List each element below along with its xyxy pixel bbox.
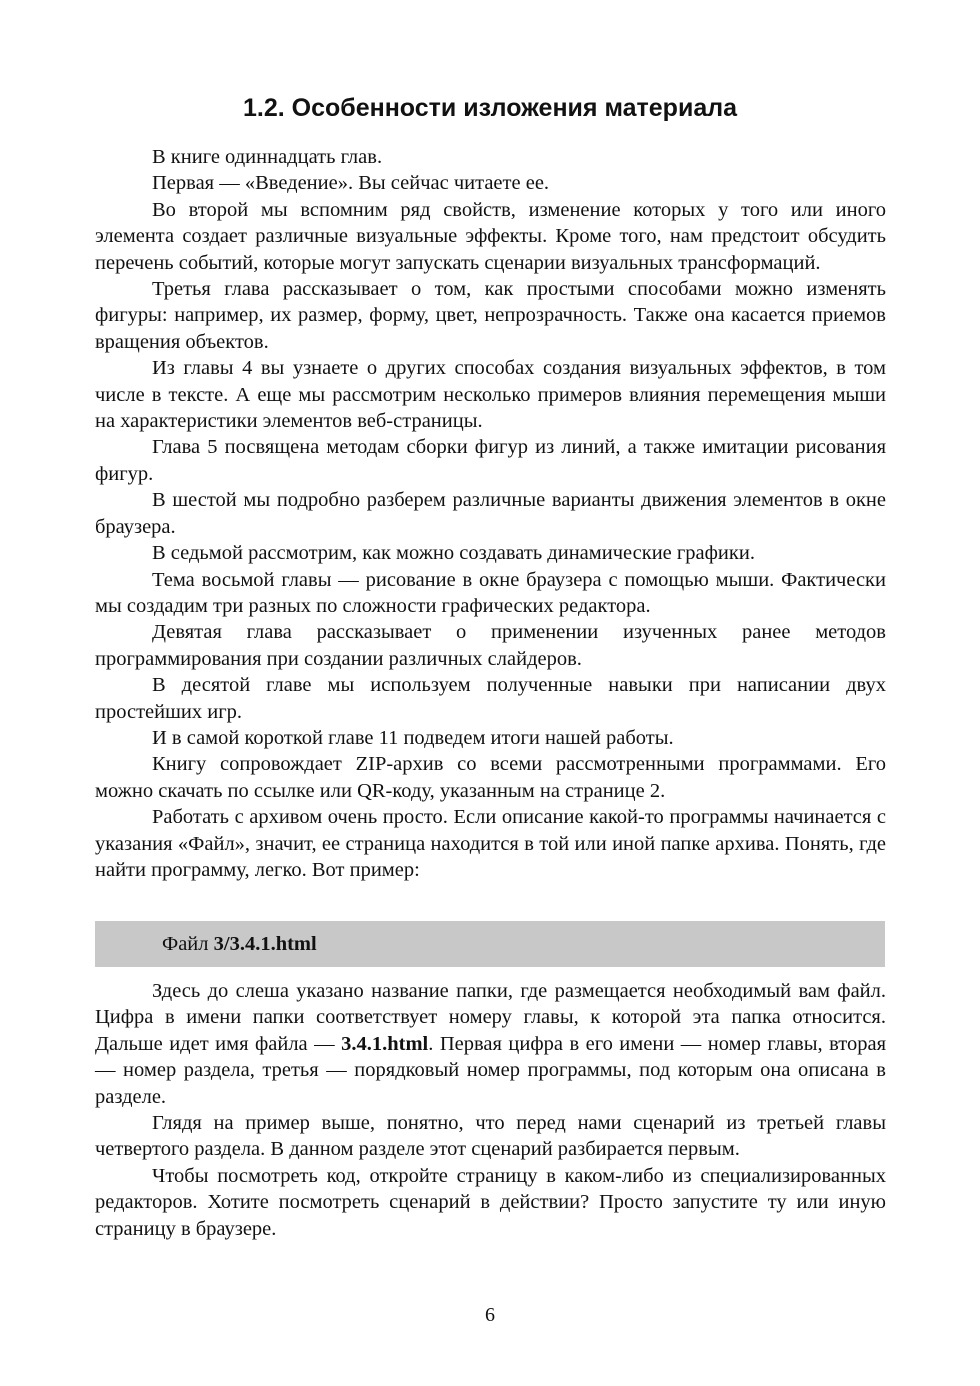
paragraph: Девятая глава рассказывает о применении изученных ранее методов программирования при создании различных слайдеров. bbox=[95, 621, 886, 670]
file-label: Файл bbox=[162, 933, 214, 955]
paragraph: Во второй мы вспомним ряд свойств, изменение которых у того или иного элемента создает различные визуальные эффекты. Кроме того, нам предстоит обсудить перечень событий, которые могут запускать сценарии визуальных трансформаций. bbox=[95, 198, 886, 274]
paragraph: В седьмой рассмотрим, как можно создавать динамические графики. bbox=[152, 542, 755, 565]
paragraph-filename-explanation bbox=[95, 978, 886, 1110]
paragraph: Чтобы посмотреть код, откройте страницу в каком-либо из специализированных редакторов. Хотите посмотреть сценарий в действии? Просто запустите ту или иную страницу в браузере. bbox=[95, 1164, 886, 1240]
paragraph: Первая — «Введение». Вы сейчас читаете ее. bbox=[152, 172, 550, 195]
paragraph: В шестой мы подробно разберем различные варианты движения элементов в окне браузера. bbox=[95, 489, 886, 538]
explanation-text-before: Здесь до слеша указано название папки, где размещается необходимый вам файл. Цифра в имени папки соответствует номеру главы, к которой эта папка относится. Дальше идет имя файла — bbox=[95, 980, 886, 1055]
paragraph: Глава 5 посвящена методам сборки фигур из линий, а также имитации рисования фигур. bbox=[95, 436, 886, 485]
paragraph: В книге одиннадцать глав. bbox=[152, 146, 383, 168]
intro-text-block bbox=[95, 144, 886, 883]
section-heading: 1.2. Особенности изложения материала bbox=[242, 94, 738, 122]
explanation-text-block bbox=[95, 978, 886, 1242]
paragraph: Работать с архивом очень просто. Если описание какой-то программы начинается с указания «Файл», значит, ее страница находится в той или иной папке архива. Понять, где найти программу, легко. Вот пример: bbox=[95, 806, 886, 881]
paragraph: Тема восьмой главы — рисование в окне браузера с помощью мыши. Фактически мы создадим три разных по сложности графических редактора. bbox=[95, 568, 886, 617]
paragraph: Третья глава рассказывает о том, как простыми способами можно изменять фигуры: например, их размер, форму, цвет, непрозрачность. Также она касается приемов вращения объектов. bbox=[95, 278, 886, 353]
paragraph: Глядя на пример выше, понятно, что перед нами сценарий из третьей главы четвертого раздела. В данном разделе этот сценарий разбирается первым. bbox=[95, 1112, 886, 1161]
paragraph: Из главы 4 вы узнаете о других способах создания визуальных эффектов, в том числе в тексте. А еще мы рассмотрим несколько примеров влияния перемещения мыши на характеристики элементов веб-страницы. bbox=[95, 357, 886, 433]
paragraph: Книгу сопровождает ZIP-архив со всеми рассмотренными программами. Его можно скачать по ссылке или QR-коду, указанным на странице 2. bbox=[95, 753, 886, 802]
file-path: 3/3.4.1.html bbox=[213, 933, 317, 955]
filename-bold: 3.4.1.html bbox=[341, 1032, 429, 1055]
page-number: 6 bbox=[485, 1304, 495, 1326]
explanation-text-after: . Первая цифра в его имени — номер главы, вторая — номер раздела, третья — порядковый номер программы, под которым она описана в разделе. bbox=[95, 1032, 886, 1108]
paragraph: И в самой короткой главе 11 подведем итоги нашей работы. bbox=[152, 726, 674, 749]
paragraph: В десятой главе мы используем полученные навыки при написании двух простейших игр. bbox=[95, 674, 886, 723]
file-example-bar bbox=[95, 921, 885, 967]
